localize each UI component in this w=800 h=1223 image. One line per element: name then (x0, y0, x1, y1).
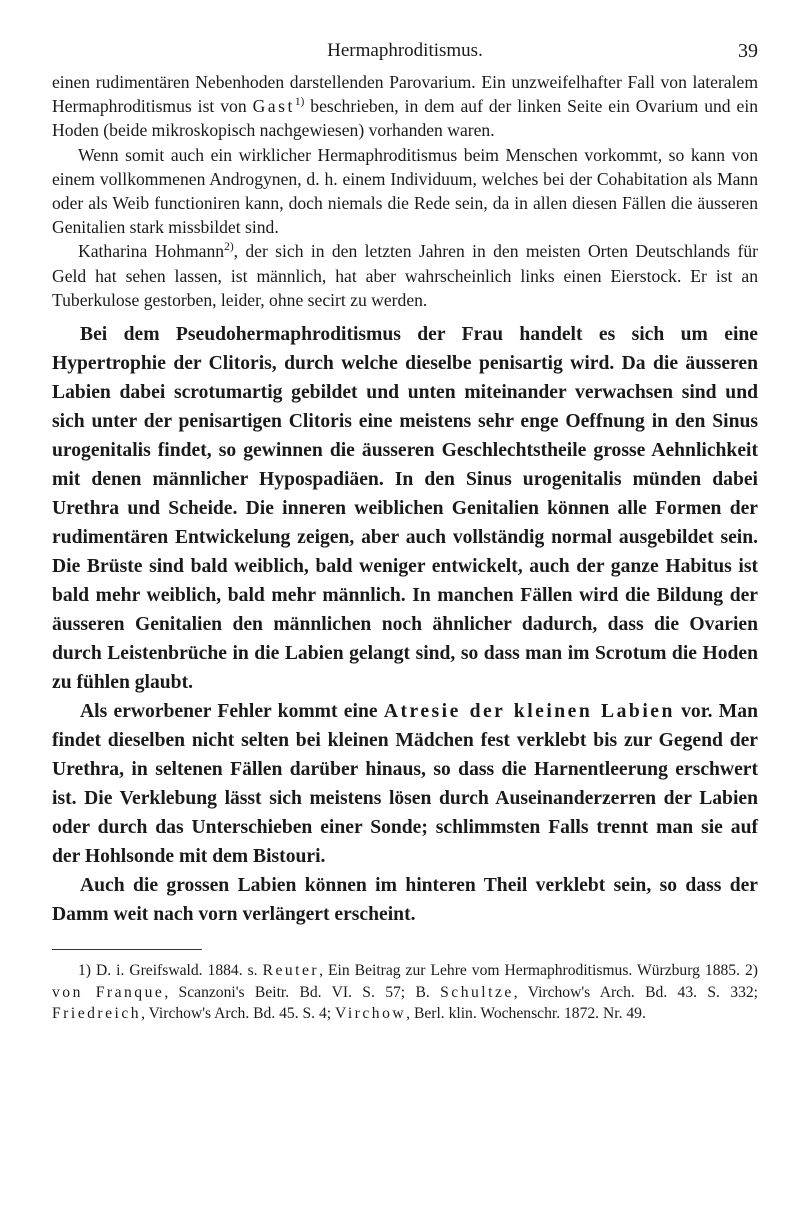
text-run: Schultze (440, 983, 514, 1001)
running-title: Hermaphroditismus. (327, 40, 483, 61)
text-run: , Scanzoni's Beitr. Bd. VI. S. 57; B. (164, 983, 441, 1001)
text-run: , Virchow's Arch. Bd. 43. S. 332; (513, 983, 758, 1001)
text-run: 1) D. i. Greifswald. 1884. s. (78, 962, 263, 980)
text-run: Als erworbener Fehler kommt eine (80, 701, 384, 723)
page-content (52, 40, 758, 1025)
text-run: Friedreich (52, 1005, 142, 1023)
paragraph (52, 143, 758, 240)
paragraph (52, 697, 758, 871)
paragraph (52, 320, 758, 697)
text-run: Katharina Hohmann (78, 241, 225, 262)
body-section-small (52, 70, 758, 312)
body-section-large (52, 320, 758, 929)
footnote-marker: 1) (294, 96, 305, 109)
paragraph (52, 70, 758, 143)
text-run: Virchow (335, 1005, 407, 1023)
text-run: Wenn somit auch ein wirklicher Hermaphroditismus beim Menschen vorkommt, so kann von einem vollkommenen Androgynen, d. h. einem Individuum, welches bei der Cohabitation als Mann oder als Weib functioniren kann, doch niemals die Rede sein, da in allen diesen Fällen die äusseren Genitalien stark missbildet sind. (52, 144, 758, 238)
text-run: , der sich in den letzten Jahren in den meisten Orten Deutschlands für Geld hat sehen lassen, ist männlich, hat aber wahrscheinlich links einen Eierstock. Er ist an Tuberkulose gestorben, leider, ohne secirt zu werden. (52, 241, 758, 310)
text-run: Gast (252, 96, 295, 117)
footnote-rule (52, 949, 202, 950)
footnotes (52, 960, 758, 1025)
text-run: Reuter (262, 962, 320, 980)
paragraph (52, 239, 758, 312)
paragraph (52, 871, 758, 929)
text-run: , Ein Beitrag zur Lehre vom Hermaphroditismus. Würzburg 1885. 2) (319, 962, 758, 980)
text-run: beschrieben, in dem auf der linken Seite ein Ovarium und ein Hoden (beide mikroskopisch nachgewiesen) vorhanden waren. (52, 96, 759, 141)
text-run: Atresie der kleinen Labien (383, 701, 675, 723)
text-run: Bei dem Pseudohermaphroditismus der Frau handelt es sich um eine Hypertrophie der Clitoris, durch welche dieselbe penisartig wird. Da die äusseren Labien dabei scrotumartig gebildet und unten miteinander verwachsen sind und sich unter der penisartigen Clitoris eine meistens sehr enge Oeffnung in den Sinus urogenitalis findet, so gewinnen die äusseren Geschlechtstheile grosse Aehnlichkeit mit denen männlicher Hypospadiäen. In den Sinus urogenitalis münden dabei Urethra und Scheide. Die inneren weiblichen Genitalien können alle Formen der rudimentären Entwickelung zeigen, aber auch vollständig normal ausgebildet sein. Die Brüste sind bald weiblich, bald weniger entwickelt, auch der ganze Habitus ist bald mehr weiblich, bald mehr männlich. In manchen Fällen wird die Bildung der äusseren Genitalien den männlichen noch ähnlicher dadurch, dass die Ovarien durch Leistenbrüche in die Labien gelangt sind, so dass man im Scrotum die Hoden zu fühlen glaubt. (52, 324, 758, 694)
page-number: 39 (738, 40, 758, 62)
footnote-text (52, 960, 758, 1025)
page-header (52, 40, 758, 70)
text-run: einen rudimentären Nebenhoden darstellenden Parovarium. Ein unzweifelhafter Fall von lateralem Hermaphroditismus ist von (52, 72, 758, 117)
text-run: , Virchow's Arch. Bd. 45. S. 4; (141, 1005, 336, 1023)
text-run: vor. Man findet dieselben nicht selten bei kleinen Mädchen fest verklebt bis zur Gegend der Urethra, in seltenen Fällen darüber hinaus, so dass die Harnentleerung erschwert ist. Die Verklebung lässt sich meistens lösen durch Auseinanderzerren der Labien oder durch das Unterschieben einer Sonde; schlimmsten Falls trennt man sie auf der Hohlsonde mit dem Bistouri. (52, 701, 758, 868)
footnote-marker: 2) (224, 241, 234, 254)
text-run: , Berl. klin. Wochenschr. 1872. Nr. 49. (406, 1005, 646, 1023)
text-run: von Franque (52, 983, 165, 1001)
text-run: Auch die grossen Labien können im hinteren Theil verklebt sein, so dass der Damm weit nach vorn verlängert erscheint. (52, 875, 758, 926)
